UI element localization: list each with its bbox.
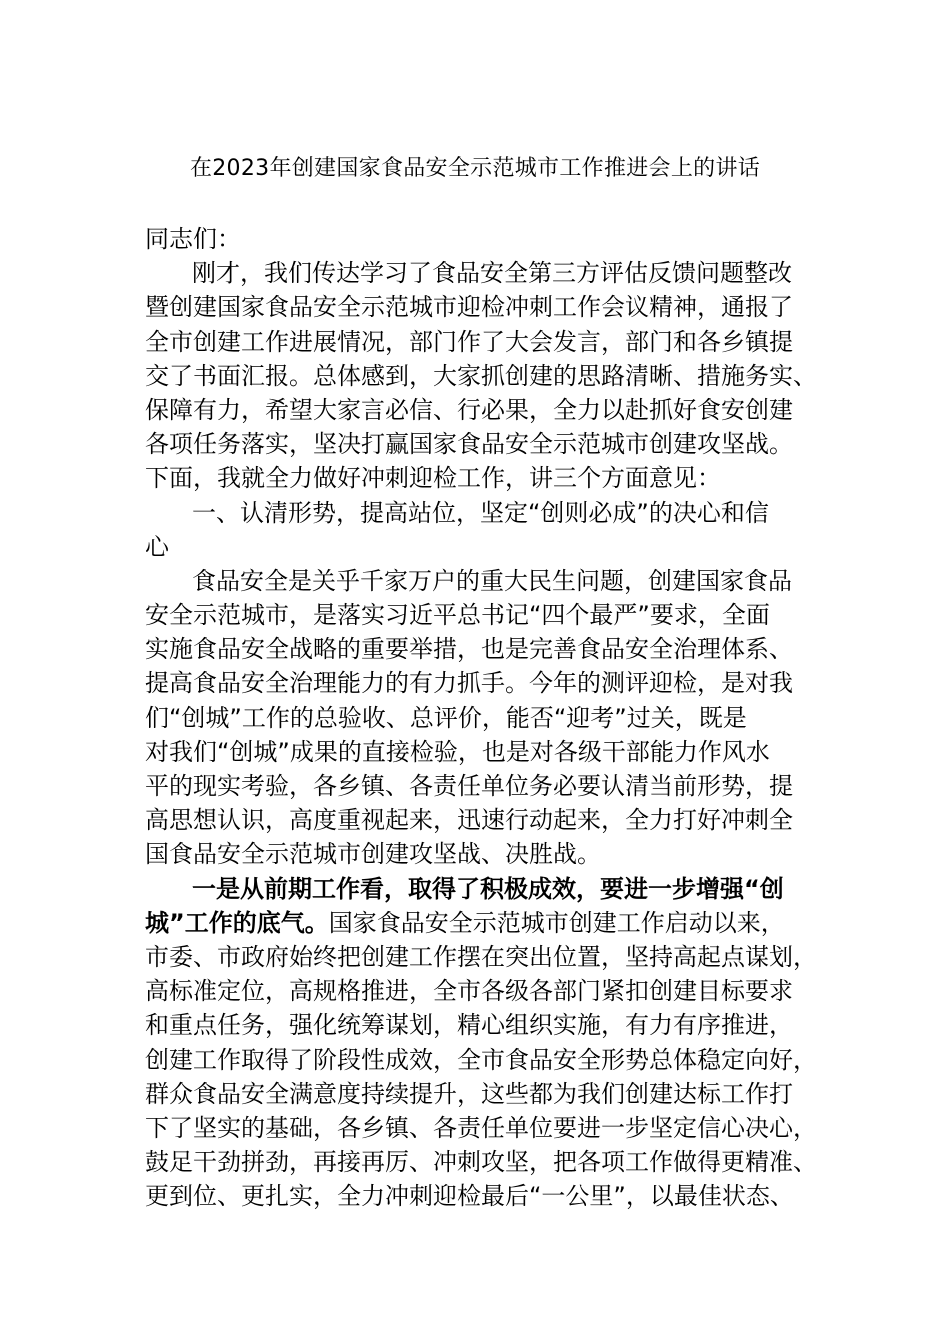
- text-line: 下了坚实的基础，各乡镇、各责任单位要进一步坚定信心决心，: [145, 1113, 817, 1142]
- salutation: 同志们：: [145, 225, 241, 253]
- text-line: 下面，我就全力做好冲刺迎检工作，讲三个方面意见：: [145, 464, 721, 493]
- text-line: 一是从前期工作看，取得了积极成效，要进一步增强“创: [192, 874, 784, 903]
- text-line: 提高食品安全治理能力的有力抓手。今年的测评迎检，是对我: [145, 669, 793, 698]
- text-line: 对我们“创城”成果的直接检验，也是对各级干部能力作风水: [145, 737, 770, 766]
- document-title: 在2023年创建国家食品安全示范城市工作推进会上的讲话: [189, 156, 761, 181]
- text-line: 心: [145, 532, 169, 561]
- text-line: 高标准定位，高规格推进，全市各级各部门紧扣创建目标要求: [145, 977, 793, 1006]
- text-line: 交了书面汇报。总体感到，大家抓创建的思路清晰、措施务实、: [145, 361, 817, 390]
- text-line: 暨创建国家食品安全示范城市迎检冲刺工作会议精神，通报了: [145, 293, 793, 322]
- text-line: 市委、市政府始终把创建工作摆在突出位置，坚持高起点谋划，: [145, 942, 817, 971]
- text-line: 保障有力，希望大家言必信、行必果，全力以赴抓好食安创建: [145, 395, 793, 424]
- text-line: 全市创建工作进展情况，部门作了大会发言，部门和各乡镇提: [145, 327, 793, 356]
- text-line: [145, 906, 817, 940]
- text-line: 安全示范城市，是落实习近平总书记“四个最严”要求，全面: [145, 601, 770, 630]
- text-line: 鼓足干劲拼劲，再接再厉、冲刺攻坚，把各项工作做得更精准、: [145, 1148, 817, 1177]
- text-line: 食品安全是关乎千家万户的重大民生问题，创建国家食品: [192, 566, 792, 595]
- document-body: [145, 222, 817, 1213]
- text-line: 平的现实考验，各乡镇、各责任单位务必要认清当前形势，提: [145, 772, 793, 800]
- text-line: 和重点任务，强化统筹谋划，精心组织实施，有力有序推进，: [145, 1011, 793, 1040]
- text-line: 实施食品安全战略的重要举措，也是完善食品安全治理体系、: [145, 635, 793, 664]
- text-line: 创建工作取得了阶段性成效，全市食品安全形势总体稳定向好，: [145, 1045, 817, 1074]
- regular-text: 国家食品安全示范城市创建工作启动以来，: [328, 908, 785, 937]
- text-line: 刚才，我们传达学习了食品安全第三方评估反馈问题整改: [192, 259, 792, 288]
- bold-text: 城”工作的底气。: [145, 908, 329, 937]
- text-line: 更到位、更扎实，全力冲刺迎检最后“一公里”，以最佳状态、: [145, 1182, 794, 1211]
- text-line: 各项任务落实，坚决打赢国家食品安全示范城市创建攻坚战。: [145, 430, 793, 459]
- text-line: 国食品安全示范城市创建攻坚战、决胜战。: [145, 840, 601, 869]
- text-line: 一、认清形势，提高站位，坚定“创则必成”的决心和信: [192, 498, 769, 527]
- text-line: 们“创城”工作的总验收、总评价，能否“迎考”过关，既是: [145, 703, 747, 732]
- text-line: 高思想认识，高度重视起来，迅速行动起来，全力打好冲刺全: [145, 806, 793, 835]
- text-line: 群众食品安全满意度持续提升，这些都为我们创建达标工作打: [145, 1079, 793, 1108]
